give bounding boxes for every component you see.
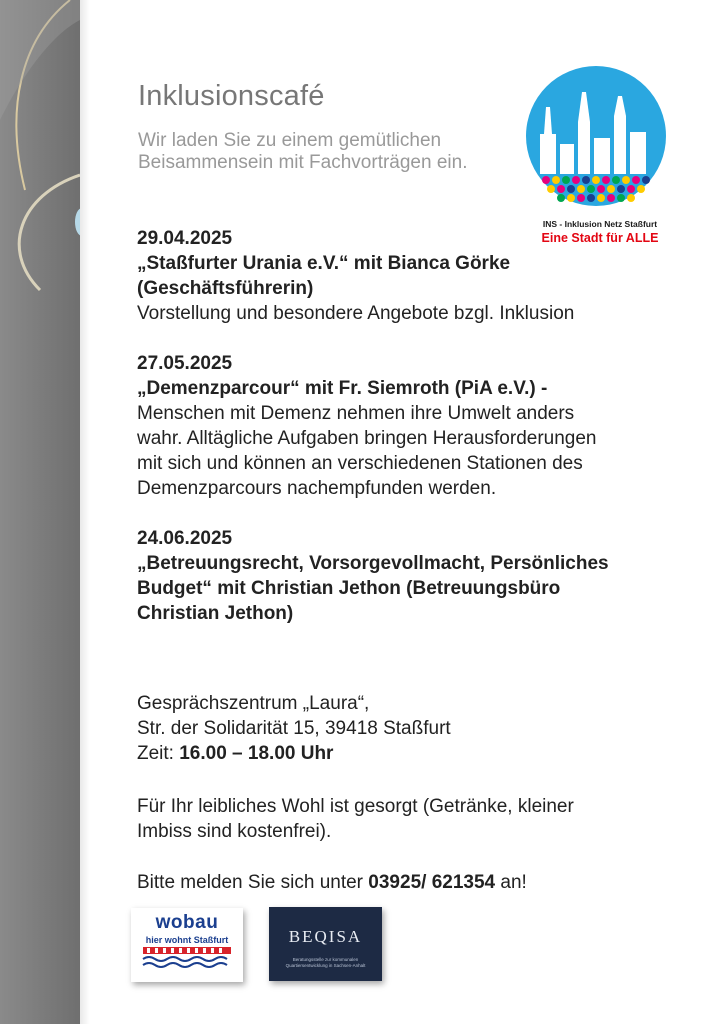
venue-name: Gesprächszentrum „Laura“, xyxy=(137,693,370,714)
venue-address: Str. der Solidarität 15, 39418 Staßfurt xyxy=(137,718,451,739)
event-description: Menschen mit Demenz nehmen ihre Umwelt anders wahr. Alltägliche Aufgaben bringen Herausforderungen mit sich und können an verschiedenen Stationen des Demenzparcours nachempfunden werden. xyxy=(137,403,597,499)
event-headline: „Betreuungsrecht, Vorsorgevollmacht, Persönliches Budget“ mit Christian Jethon (Betreuungsbüro Christian Jethon) xyxy=(137,553,609,624)
time-value: 16.00 – 18.00 Uhr xyxy=(179,743,334,764)
event-item xyxy=(137,351,617,501)
wobau-logo xyxy=(131,908,243,982)
beqisa-logo xyxy=(269,907,382,981)
venue-time xyxy=(137,741,617,766)
event-item xyxy=(137,526,617,626)
intro-text: Wir laden Sie zu einem gemütlichen Beisammensein mit Fachvorträgen ein. xyxy=(138,130,468,173)
beqisa-name: BEQISA xyxy=(288,927,363,946)
event-list xyxy=(137,226,617,651)
beqisa-subtitle: Beratungsstelle zur kommunalen Quartiersentwicklung in Sachsen-Anhalt xyxy=(285,957,366,968)
event-item xyxy=(137,226,617,326)
wobau-wave-graphic xyxy=(137,945,237,971)
sidebar-edge xyxy=(80,0,90,1024)
decorative-arcs xyxy=(0,0,80,1024)
event-date: 27.05.2025 xyxy=(137,353,233,374)
contact-suffix: an! xyxy=(495,872,527,893)
event-headline: „Staßfurter Urania e.V.“ mit Bianca Görke (Geschäftsführerin) xyxy=(137,253,511,299)
page-title: Inklusionscafé xyxy=(138,80,325,112)
ins-logo-line2: Eine Stadt für ALLE xyxy=(541,231,659,245)
event-headline: „Demenzparcour“ mit Fr. Siemroth (PiA e.V.) - xyxy=(137,378,548,399)
venue-info xyxy=(137,691,617,766)
decorative-sidebar xyxy=(0,0,80,1024)
contact-line xyxy=(137,870,657,895)
contact-prefix: Bitte melden Sie sich unter xyxy=(137,872,369,893)
event-date: 29.04.2025 xyxy=(137,228,233,249)
time-label: Zeit: xyxy=(137,743,180,764)
catering-note: Für Ihr leibliches Wohl ist gesorgt (Getränke, kleiner Imbiss sind kostenfrei). xyxy=(137,796,574,842)
event-description: Vorstellung und besondere Angebote bzgl. Inklusion xyxy=(137,303,575,324)
contact-phone: 03925/ 621354 xyxy=(368,872,496,893)
wobau-tagline: hier wohnt Staßfurt xyxy=(145,935,229,945)
event-date: 24.06.2025 xyxy=(137,528,233,549)
ins-logo-line1: INS - Inklusion Netz Staßfurt xyxy=(542,219,658,229)
wobau-name: wobau xyxy=(155,912,219,933)
